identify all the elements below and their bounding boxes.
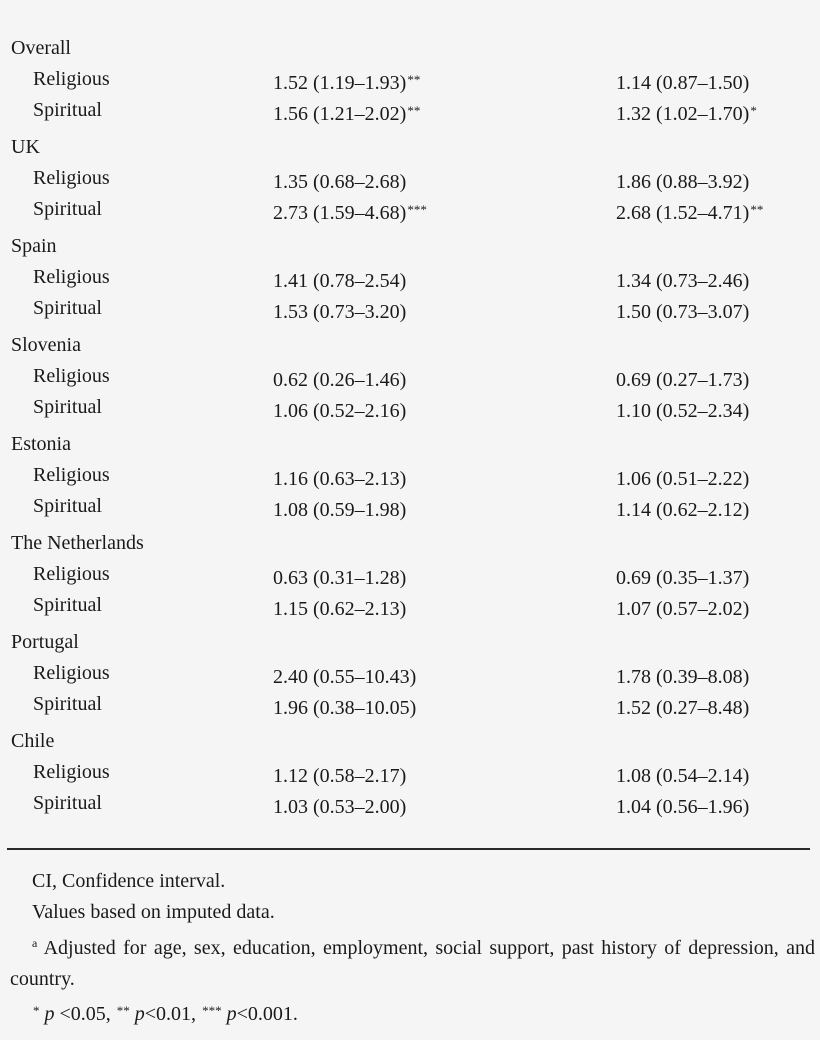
cell-value: 1.07 (0.57–2.02): [616, 598, 750, 620]
table-row: [0, 95, 820, 126]
group-label: Chile: [11, 730, 55, 752]
significance-marker: **: [407, 72, 421, 87]
unadjusted-or-cell: [273, 163, 407, 198]
table-bottom-rule: [7, 848, 810, 850]
significance-marker: **: [116, 1003, 130, 1018]
cell-value: 1.06 (0.52–2.16): [273, 400, 407, 422]
adjusted-or-cell: [616, 757, 750, 792]
cell-value: 1.04 (0.56–1.96): [616, 796, 750, 818]
cell-value: 0.63 (0.31–1.28): [273, 567, 407, 589]
p-symbol: p: [226, 1003, 237, 1025]
significance-marker: *: [750, 103, 757, 118]
unadjusted-or-cell: [273, 460, 407, 495]
group-label: Slovenia: [11, 334, 81, 356]
adjusted-or-cell: [616, 658, 750, 693]
cell-value: 1.08 (0.59–1.98): [273, 499, 407, 521]
unadjusted-or-cell: [273, 361, 407, 396]
group-overall: [0, 33, 820, 126]
significance-marker: ***: [202, 1003, 222, 1018]
cell-value: 1.12 (0.58–2.17): [273, 765, 407, 787]
footnote-p-values: [10, 995, 815, 1030]
footnote-adjusted-text: Adjusted for age, sex, education, employment, social support, past history of depression, and country.: [10, 937, 815, 990]
table-row: [0, 163, 820, 194]
row-label: Spiritual: [33, 495, 102, 517]
cell-value: 1.16 (0.63–2.13): [273, 468, 407, 490]
unadjusted-or-cell: [273, 64, 420, 99]
cell-value: 1.32 (1.02–1.70): [616, 103, 750, 125]
unadjusted-or-cell: [273, 95, 420, 130]
adjusted-or-cell: [616, 392, 750, 427]
cell-value: 1.78 (0.39–8.08): [616, 666, 750, 688]
group-header-row: [0, 132, 820, 163]
p-threshold: <0.001.: [236, 1003, 298, 1025]
cell-value: 1.53 (0.73–3.20): [273, 301, 407, 323]
group-header-row: [0, 627, 820, 658]
table-row: [0, 460, 820, 491]
adjusted-or-cell: [616, 262, 750, 297]
unadjusted-or-cell: [273, 392, 407, 427]
row-label: Religious: [33, 365, 110, 387]
cell-value: 1.15 (0.62–2.13): [273, 598, 407, 620]
row-label: Religious: [33, 563, 110, 585]
adjusted-or-cell: [616, 163, 750, 198]
group-spain: [0, 231, 820, 324]
cell-value: 1.08 (0.54–2.14): [616, 765, 750, 787]
footnote-marker: a: [32, 936, 38, 950]
p-threshold: <0.01,: [144, 1003, 202, 1025]
footnote-imputed: Values based on imputed data.: [32, 901, 275, 923]
cell-value: 1.34 (0.73–2.46): [616, 270, 750, 292]
cell-value: 1.14 (0.62–2.12): [616, 499, 750, 521]
table-row: [0, 262, 820, 293]
unadjusted-or-cell: [273, 658, 417, 693]
group-label: Overall: [11, 37, 71, 59]
adjusted-or-cell: [616, 491, 750, 526]
cell-value: 0.62 (0.26–1.46): [273, 369, 407, 391]
cell-value: 0.69 (0.27–1.73): [616, 369, 750, 391]
group-header-row: [0, 429, 820, 460]
row-label: Spiritual: [33, 99, 102, 121]
cell-value: 1.03 (0.53–2.00): [273, 796, 407, 818]
row-label: Spiritual: [33, 693, 102, 715]
cell-value: 1.41 (0.78–2.54): [273, 270, 407, 292]
cell-value: 1.06 (0.51–2.22): [616, 468, 750, 490]
group-label: The Netherlands: [11, 532, 144, 554]
table-row: [0, 559, 820, 590]
adjusted-or-cell: [616, 788, 750, 823]
adjusted-or-cell: [616, 460, 750, 495]
significance-marker: **: [407, 103, 421, 118]
adjusted-or-cell: [616, 559, 750, 594]
table-footnotes: [10, 866, 815, 1030]
row-label: Religious: [33, 167, 110, 189]
footnote-adjusted: [10, 928, 815, 995]
cell-value: 1.86 (0.88–3.92): [616, 171, 750, 193]
table-row: [0, 491, 820, 522]
row-label: Religious: [33, 68, 110, 90]
table-row: [0, 64, 820, 95]
row-label: Religious: [33, 266, 110, 288]
unadjusted-or-cell: [273, 262, 407, 297]
group-header-row: [0, 528, 820, 559]
significance-marker: *: [33, 1003, 40, 1018]
group-label: Portugal: [11, 631, 79, 653]
adjusted-or-cell: [616, 95, 757, 130]
group-uk: [0, 132, 820, 225]
row-label: Spiritual: [33, 594, 102, 616]
table-row: [0, 392, 820, 423]
unadjusted-or-cell: [273, 590, 407, 625]
significance-marker: **: [750, 202, 764, 217]
adjusted-or-cell: [616, 689, 750, 724]
cell-value: 0.69 (0.35–1.37): [616, 567, 750, 589]
table-row: [0, 658, 820, 689]
adjusted-or-cell: [616, 590, 750, 625]
unadjusted-or-cell: [273, 194, 427, 229]
row-label: Religious: [33, 662, 110, 684]
cell-value: 1.52 (0.27–8.48): [616, 697, 750, 719]
unadjusted-or-cell: [273, 788, 407, 823]
table-row: [0, 689, 820, 720]
group-header-row: [0, 33, 820, 64]
group-slovenia: [0, 330, 820, 423]
cell-value: 1.52 (1.19–1.93): [273, 72, 407, 94]
row-label: Spiritual: [33, 198, 102, 220]
p-threshold: <0.05,: [54, 1003, 116, 1025]
row-label: Spiritual: [33, 792, 102, 814]
adjusted-or-cell: [616, 293, 750, 328]
cell-value: 2.73 (1.59–4.68): [273, 202, 407, 224]
table-row: [0, 361, 820, 392]
results-table: [0, 33, 820, 825]
cell-value: 1.14 (0.87–1.50): [616, 72, 750, 94]
cell-value: 1.56 (1.21–2.02): [273, 103, 407, 125]
significance-marker: ***: [407, 202, 427, 217]
group-label: Estonia: [11, 433, 71, 455]
table-row: [0, 757, 820, 788]
table-row: [0, 788, 820, 819]
row-label: Spiritual: [33, 396, 102, 418]
table-row: [0, 194, 820, 225]
adjusted-or-cell: [616, 194, 763, 229]
adjusted-or-cell: [616, 361, 750, 396]
unadjusted-or-cell: [273, 689, 417, 724]
unadjusted-or-cell: [273, 757, 407, 792]
cell-value: 2.68 (1.52–4.71): [616, 202, 750, 224]
unadjusted-or-cell: [273, 559, 407, 594]
row-label: Religious: [33, 761, 110, 783]
cell-value: 1.50 (0.73–3.07): [616, 301, 750, 323]
adjusted-or-cell: [616, 64, 750, 99]
group-estonia: [0, 429, 820, 522]
group-chile: [0, 726, 820, 819]
group-header-row: [0, 726, 820, 757]
row-label: Spiritual: [33, 297, 102, 319]
group-portugal: [0, 627, 820, 720]
row-label: Religious: [33, 464, 110, 486]
table-row: [0, 590, 820, 621]
unadjusted-or-cell: [273, 293, 407, 328]
p-symbol: p: [44, 1003, 55, 1025]
group-header-row: [0, 231, 820, 262]
group-netherlands: [0, 528, 820, 621]
cell-value: 1.96 (0.38–10.05): [273, 697, 417, 719]
unadjusted-or-cell: [273, 491, 407, 526]
cell-value: 1.35 (0.68–2.68): [273, 171, 407, 193]
cell-value: 1.10 (0.52–2.34): [616, 400, 750, 422]
cell-value: 2.40 (0.55–10.43): [273, 666, 417, 688]
group-label: UK: [11, 136, 40, 158]
table-row: [0, 293, 820, 324]
group-header-row: [0, 330, 820, 361]
group-label: Spain: [11, 235, 57, 257]
p-symbol: p: [134, 1003, 145, 1025]
footnote-ci: CI, Confidence interval.: [32, 870, 226, 892]
